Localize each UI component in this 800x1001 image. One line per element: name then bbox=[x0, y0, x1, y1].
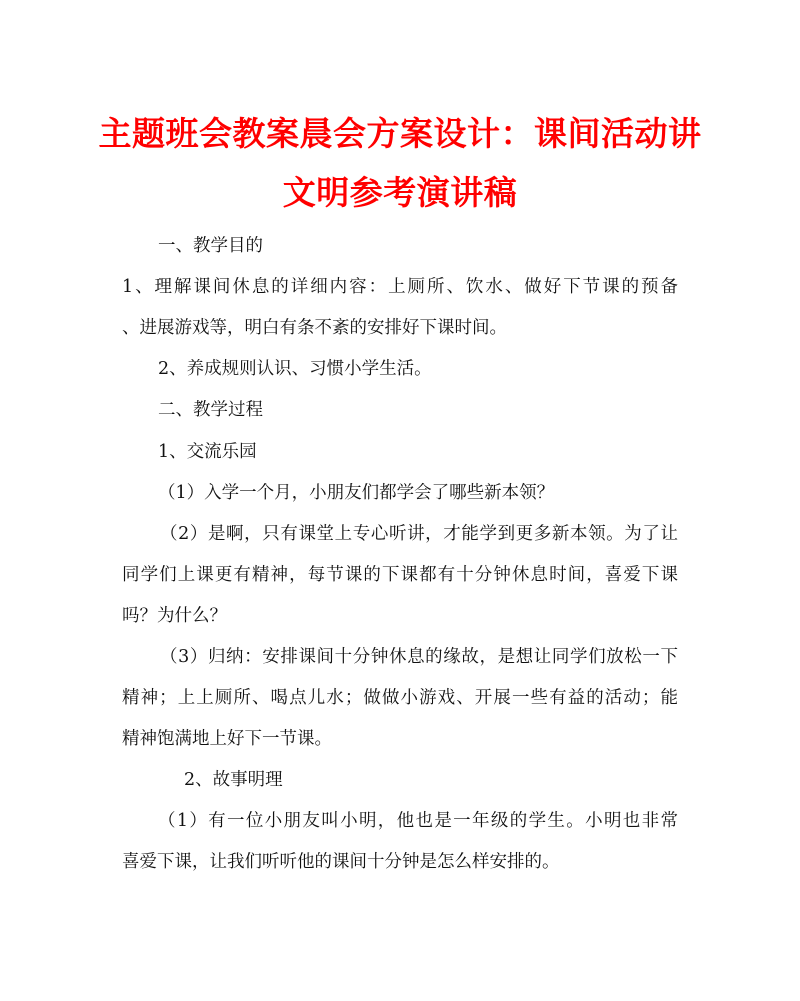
paragraph-line: 、进展游戏等，明白有条不紊的安排好下课时间。 bbox=[122, 318, 507, 338]
document-title-line-2: 文明参考演讲稿 bbox=[282, 173, 518, 212]
paragraph-line: 2、养成规则认识、习惯小学生活。 bbox=[158, 359, 432, 379]
paragraph-line: 1、理解课间休息的详细内容：上厕所、饮水、做好下节课的预备 bbox=[122, 277, 678, 297]
paragraph-line: 喜爱下课，让我们听听他的课间十分钟是怎么样安排的。 bbox=[122, 852, 560, 872]
subsection-heading-story: 2、故事明理 bbox=[184, 770, 283, 790]
paragraph-line: （3）归纳：安排课间十分钟休息的缘故，是想让同学们放松一下 bbox=[160, 647, 678, 667]
paragraph-line: （2）是啊，只有课堂上专心听讲，才能学到更多新本领。为了让 bbox=[160, 524, 678, 544]
section-heading-objectives: 一、教学目的 bbox=[158, 236, 263, 256]
paragraph-line: 吗？为什么？ bbox=[122, 606, 227, 626]
paragraph-line: 同学们上课更有精神，每节课的下课都有十分钟休息时间，喜爱下课 bbox=[122, 565, 678, 585]
subsection-heading-exchange: 1、交流乐园 bbox=[158, 442, 257, 462]
paragraph-line: （1）入学一个月，小朋友们都学会了哪些新本领？ bbox=[158, 483, 555, 503]
section-heading-process: 二、教学过程 bbox=[158, 400, 263, 420]
paragraph-line: 精神；上上厕所、喝点儿水；做做小游戏、开展一些有益的活动；能 bbox=[122, 688, 678, 708]
document-title-line-1: 主题班会教案晨会方案设计：课间活动讲 bbox=[98, 114, 702, 153]
paragraph-line: 精神饱满地上好下一节课。 bbox=[122, 729, 332, 749]
paragraph-line: （1）有一位小朋友叫小明，他也是一年级的学生。小明也非常 bbox=[158, 811, 678, 831]
